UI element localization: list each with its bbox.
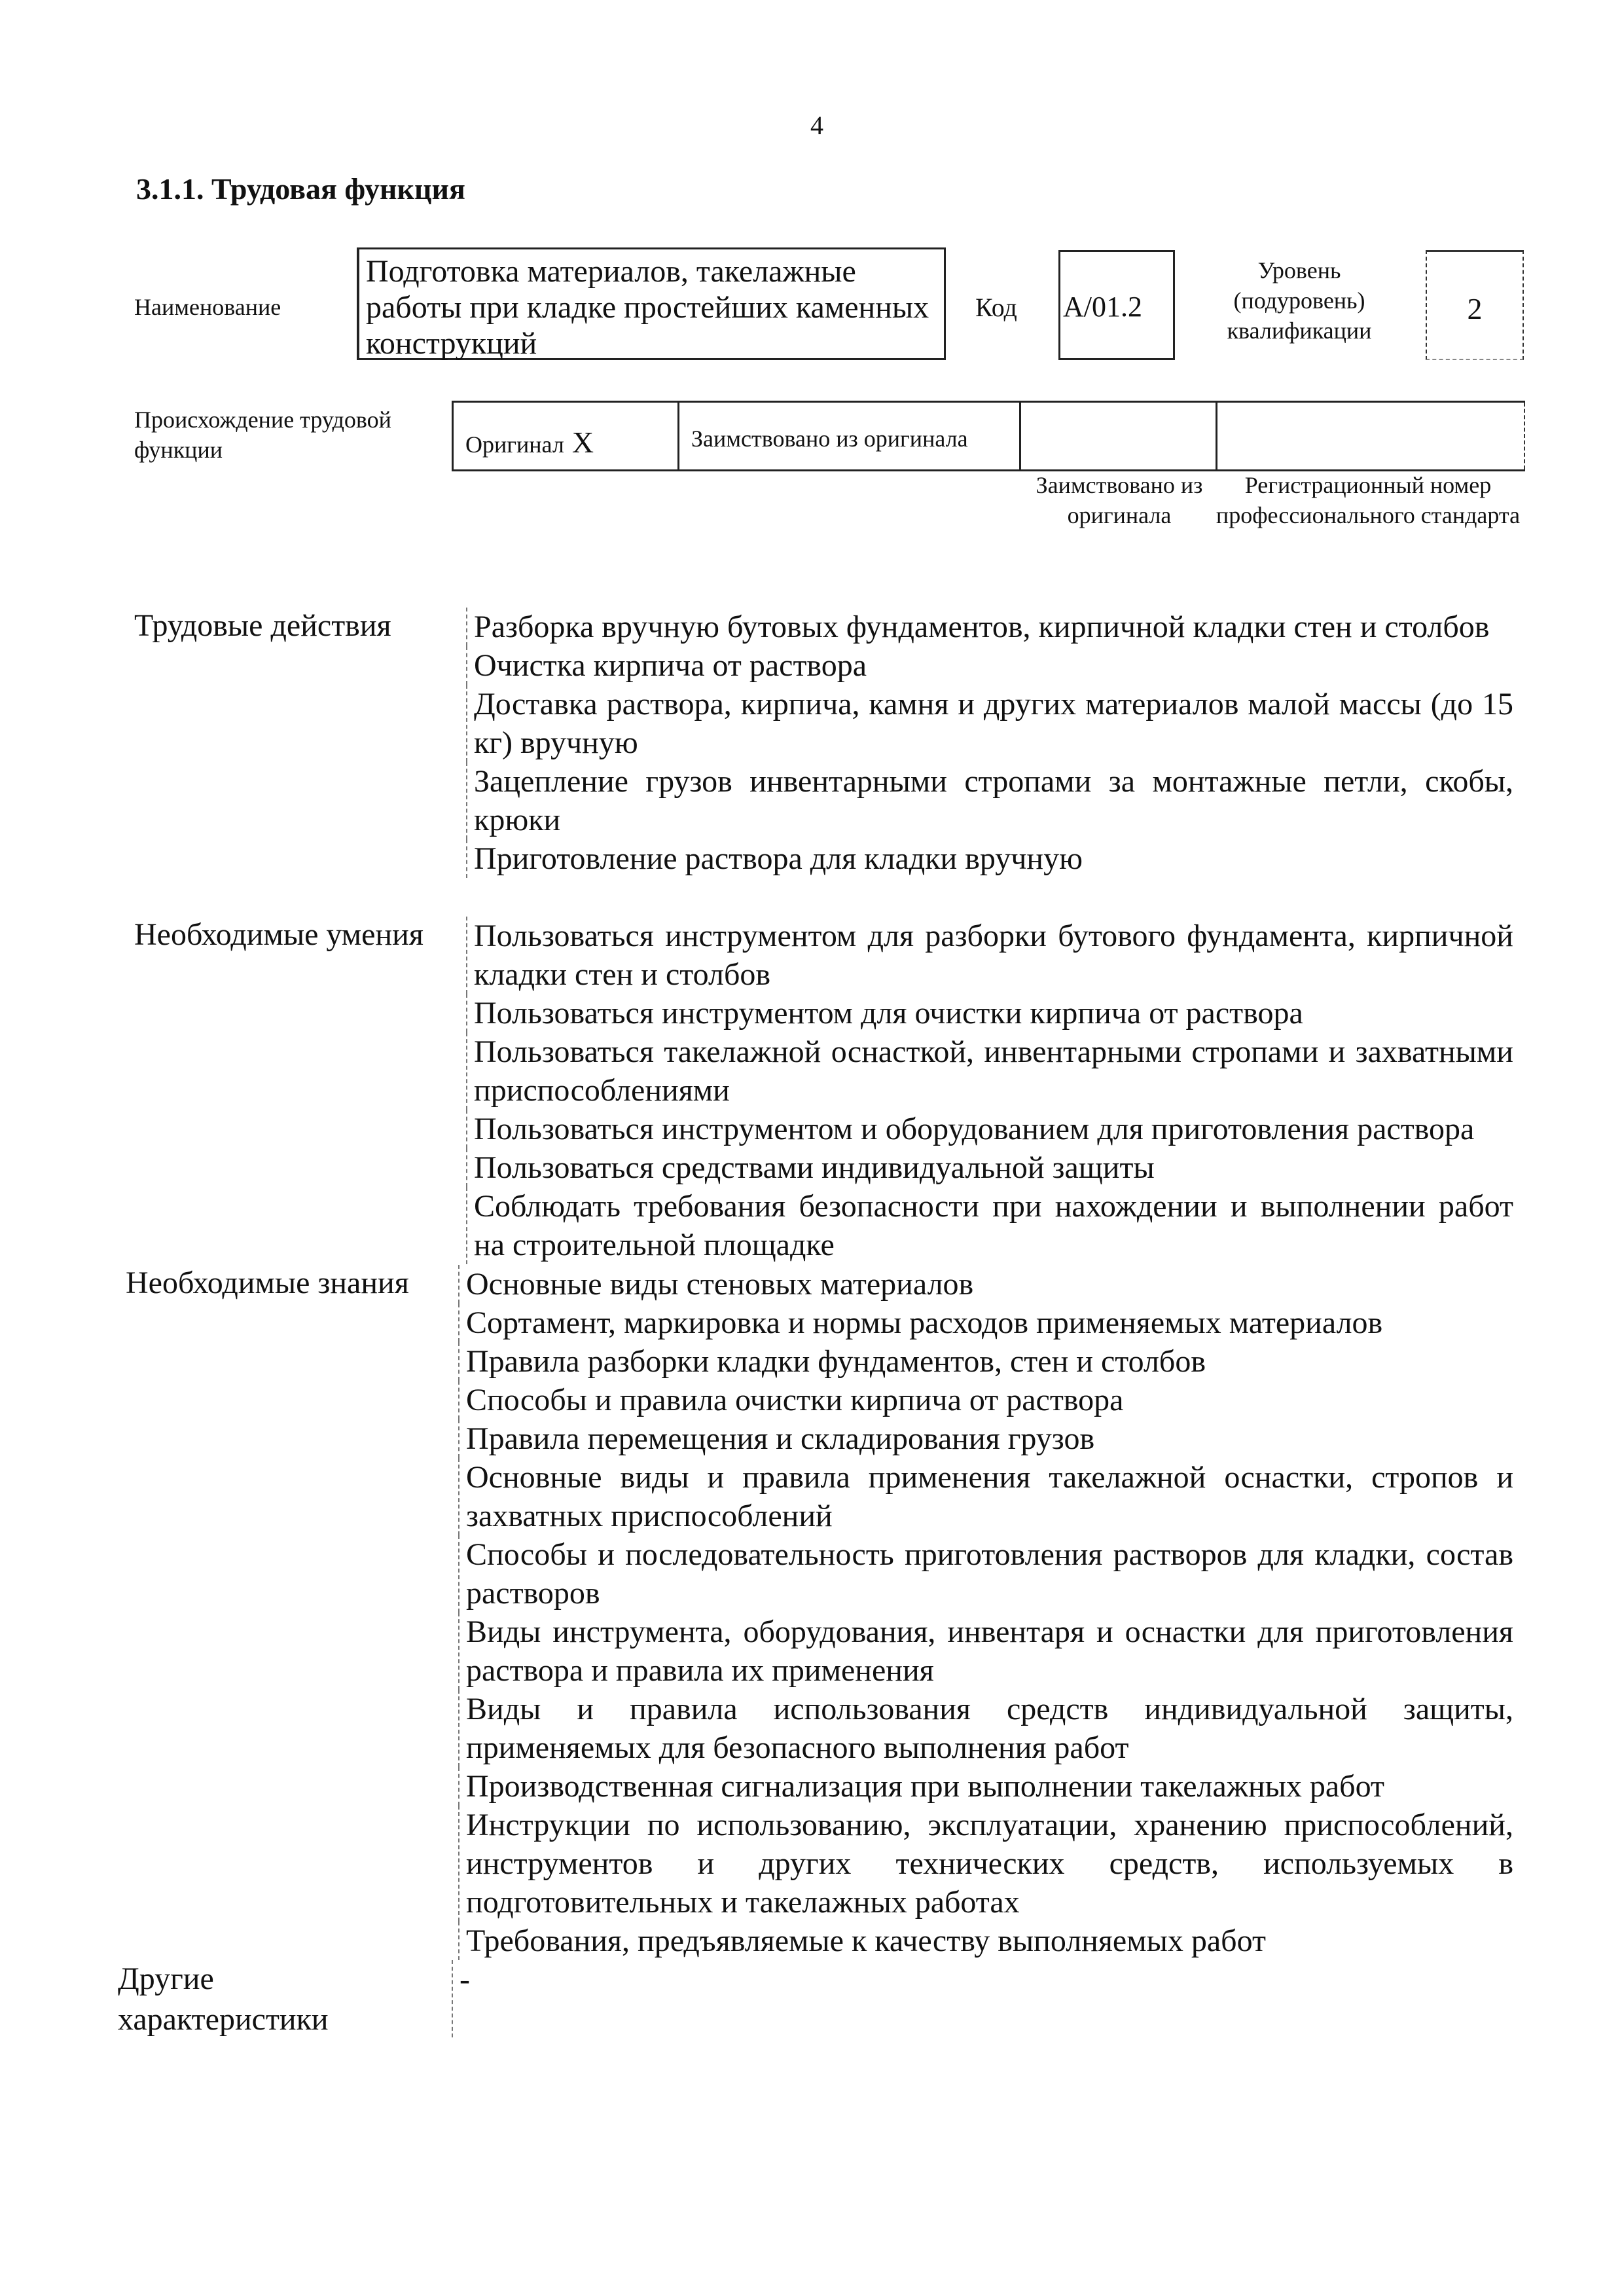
- list-item: Сортамент, маркировка и нормы расходов применяемых материалов: [458, 1303, 1513, 1342]
- list-item: Основные виды стеновых материалов: [458, 1265, 1513, 1303]
- list-item: Пользоваться такелажной оснасткой, инвентарными стропами и захватными приспособлениями: [466, 1032, 1513, 1110]
- required-skills-list: [466, 917, 1513, 1264]
- list-item: Соблюдать требования безопасности при нахождении и выполнении работ на строительной площадке: [466, 1187, 1513, 1264]
- required-knowledge-label: Необходимые знания: [126, 1266, 409, 1300]
- list-item: Виды и правила использования средств индивидуальной защиты, применяемых для безопасного выполнения работ: [458, 1690, 1513, 1767]
- name-label: Наименование: [134, 294, 281, 320]
- page-number: 4: [810, 111, 823, 140]
- list-item: Способы и правила очистки кирпича от раствора: [458, 1381, 1513, 1419]
- list-item: Производственная сигнализация при выполнении такелажных работ: [458, 1767, 1513, 1806]
- level-label: Уровень (подуровень) квалификации: [1227, 257, 1372, 344]
- list-item: Пользоваться инструментом для разборки бутового фундамента, кирпичной кладки стен и столбов: [466, 917, 1513, 994]
- list-item: Доставка раствора, кирпича, камня и других материалов малой массы (до 15 кг) вручную: [466, 685, 1513, 762]
- section-title: 3.1.1. Трудовая функция: [136, 172, 465, 206]
- list-item: Приготовление раствора для кладки вручную: [466, 839, 1513, 878]
- list-item: Способы и последовательность приготовления растворов для кладки, состав растворов: [458, 1535, 1513, 1613]
- origin-original-label: Оригинал: [465, 431, 564, 458]
- list-item: Пользоваться инструментом и оборудованием для приготовления раствора: [466, 1110, 1513, 1148]
- origin-original-mark: X: [571, 426, 594, 459]
- origin-label: Происхождение трудовой функции: [134, 407, 391, 463]
- labor-actions-label: Трудовые действия: [134, 608, 391, 643]
- list-item: Основные виды и правила применения такелажной оснастки, стропов и захватных приспособлений: [458, 1458, 1513, 1535]
- list-item: Правила разборки кладки фундаментов, стен и столбов: [458, 1342, 1513, 1381]
- name-value: Подготовка материалов, такелажные работы при кладке простейших каменных конструкций: [357, 247, 946, 360]
- list-item: Требования, предъявляемые к качеству выполняемых работ: [458, 1922, 1513, 1960]
- list-item: Инструкции по использованию, эксплуатации, хранению приспособлений, инструментов и других технических средств, используемых в подготовительных и такелажных работах: [458, 1806, 1513, 1922]
- origin-reg-number-cell: [1216, 403, 1525, 469]
- origin-original-cell: [452, 403, 677, 469]
- other-value: -: [452, 1960, 1512, 2037]
- origin-table: [452, 401, 1525, 471]
- list-item: Зацепление грузов инвентарными стропами за монтажные петли, скобы, крюки: [466, 762, 1513, 839]
- list-item: Правила перемещения и складирования грузов: [458, 1419, 1513, 1458]
- labor-actions-list: [466, 608, 1513, 878]
- level-value: 2: [1426, 250, 1524, 360]
- code-value: А/01.2: [1058, 250, 1175, 360]
- list-item: Пользоваться средствами индивидуальной защиты: [466, 1148, 1513, 1187]
- list-item: Виды инструмента, оборудования, инвентаря и оснастки для приготовления раствора и правила их применения: [458, 1613, 1513, 1690]
- list-item: Разборка вручную бутовых фундаментов, кирпичной кладки стен и столбов: [466, 608, 1513, 646]
- required-skills-label: Необходимые умения: [134, 917, 424, 952]
- origin-caption-borrowed: Заимствовано из оригинала: [1036, 472, 1203, 528]
- origin-borrowed-cell: Заимствовано из оригинала: [677, 403, 1019, 469]
- origin-caption-reg-number: Регистрационный номер профессионального стандарта: [1216, 472, 1521, 528]
- origin-borrowed-mark-cell: [1019, 403, 1216, 469]
- required-knowledge-list: [458, 1265, 1513, 1960]
- list-item: Очистка кирпича от раствора: [466, 646, 1513, 685]
- other-list: [452, 1960, 1512, 2037]
- other-label: Другие характеристики: [118, 1961, 329, 2037]
- list-item: Пользоваться инструментом для очистки кирпича от раствора: [466, 994, 1513, 1032]
- code-label: Код: [975, 293, 1017, 322]
